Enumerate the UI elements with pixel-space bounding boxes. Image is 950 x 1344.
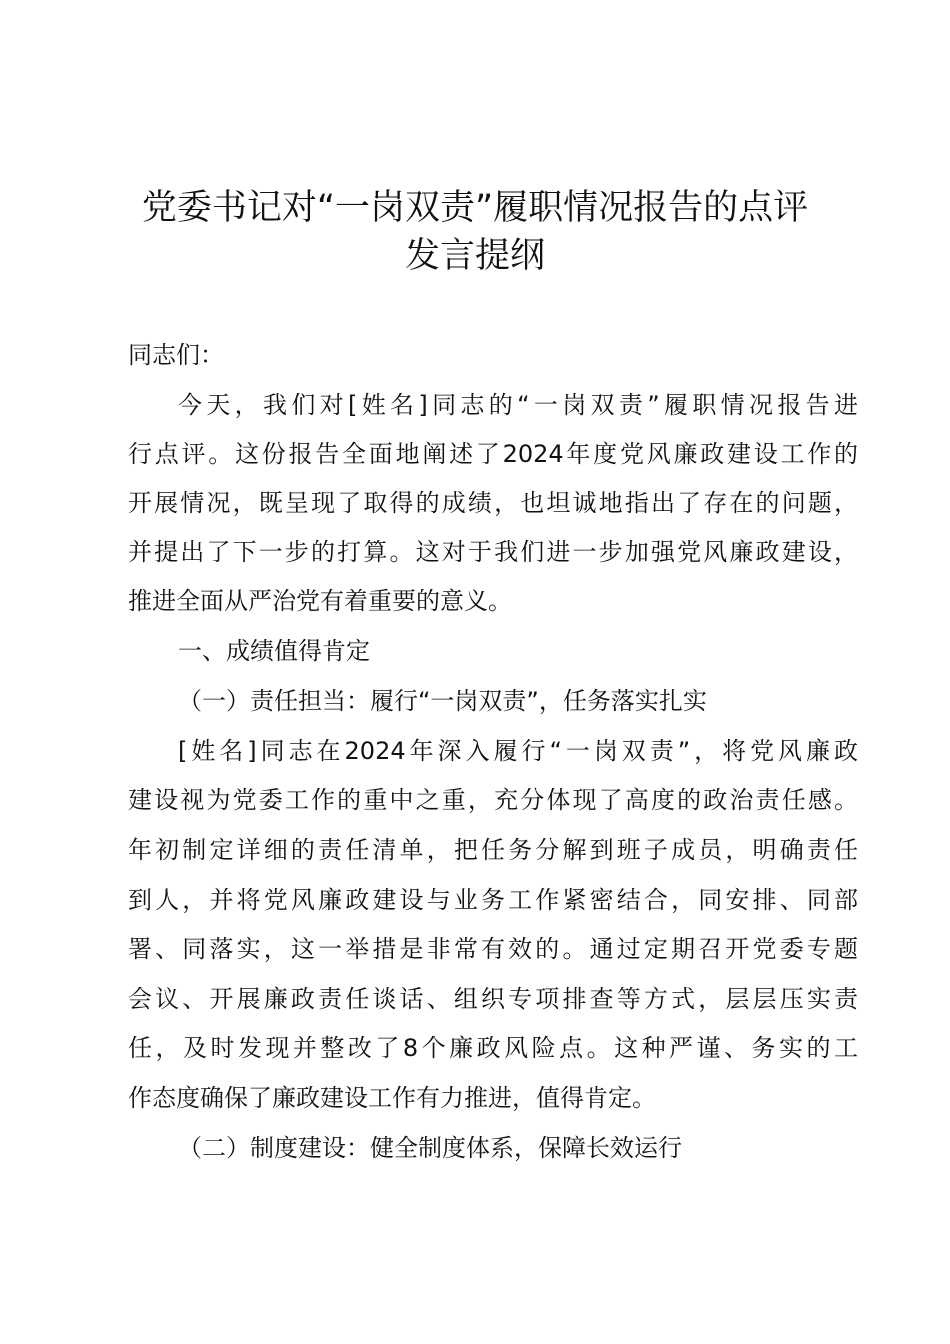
document-title-line-2: 发言提纲 [404, 236, 545, 276]
section-heading-1: 一、成绩值得肯定 [178, 637, 370, 665]
sub1-line-7: 任，及时发现并整改了8个廉政风险点。这种严谨、务实的工 [128, 1034, 858, 1062]
sub1-line-3: 年初制定详细的责任清单，把任务分解到班子成员，明确责任 [128, 836, 858, 864]
salutation: 同志们： [128, 341, 224, 369]
subsection-heading-1: （一）责任担当：履行“一岗双责”，任务落实扎实 [178, 687, 707, 715]
intro-line-1: 今天，我们对[姓名]同志的“一岗双责”履职情况报告进 [178, 391, 858, 419]
sub1-line-2: 建设视为党委工作的重中之重，充分体现了高度的政治责任感。 [128, 786, 858, 814]
sub1-line-6: 会议、开展廉政责任谈话、组织专项排查等方式，层层压实责 [128, 985, 858, 1013]
intro-line-4: 并提出了下一步的打算。这对于我们进一步加强党风廉政建设， [128, 538, 858, 566]
sub1-line-5: 署、同落实，这一举措是非常有效的。通过定期召开党委专题 [128, 935, 858, 963]
sub1-line-1: [姓名]同志在2024年深入履行“一岗双责”，将党风廉政 [178, 737, 858, 765]
sub1-line-4: 到人，并将党风廉政建设与业务工作紧密结合，同安排、同部 [128, 886, 858, 914]
intro-line-3: 开展情况，既呈现了取得的成绩，也坦诚地指出了存在的问题， [128, 489, 858, 517]
sub1-line-8: 作态度确保了廉政建设工作有力推进，值得肯定。 [128, 1084, 656, 1112]
intro-line-2: 行点评。这份报告全面地阐述了2024年度党风廉政建设工作的 [128, 440, 858, 468]
document-title-line-1: 党委书记对“一岗双责”履职情况报告的点评 [141, 188, 809, 228]
subsection-heading-2: （二）制度建设：健全制度体系，保障长效运行 [178, 1134, 682, 1162]
intro-line-5: 推进全面从严治党有着重要的意义。 [128, 587, 512, 615]
